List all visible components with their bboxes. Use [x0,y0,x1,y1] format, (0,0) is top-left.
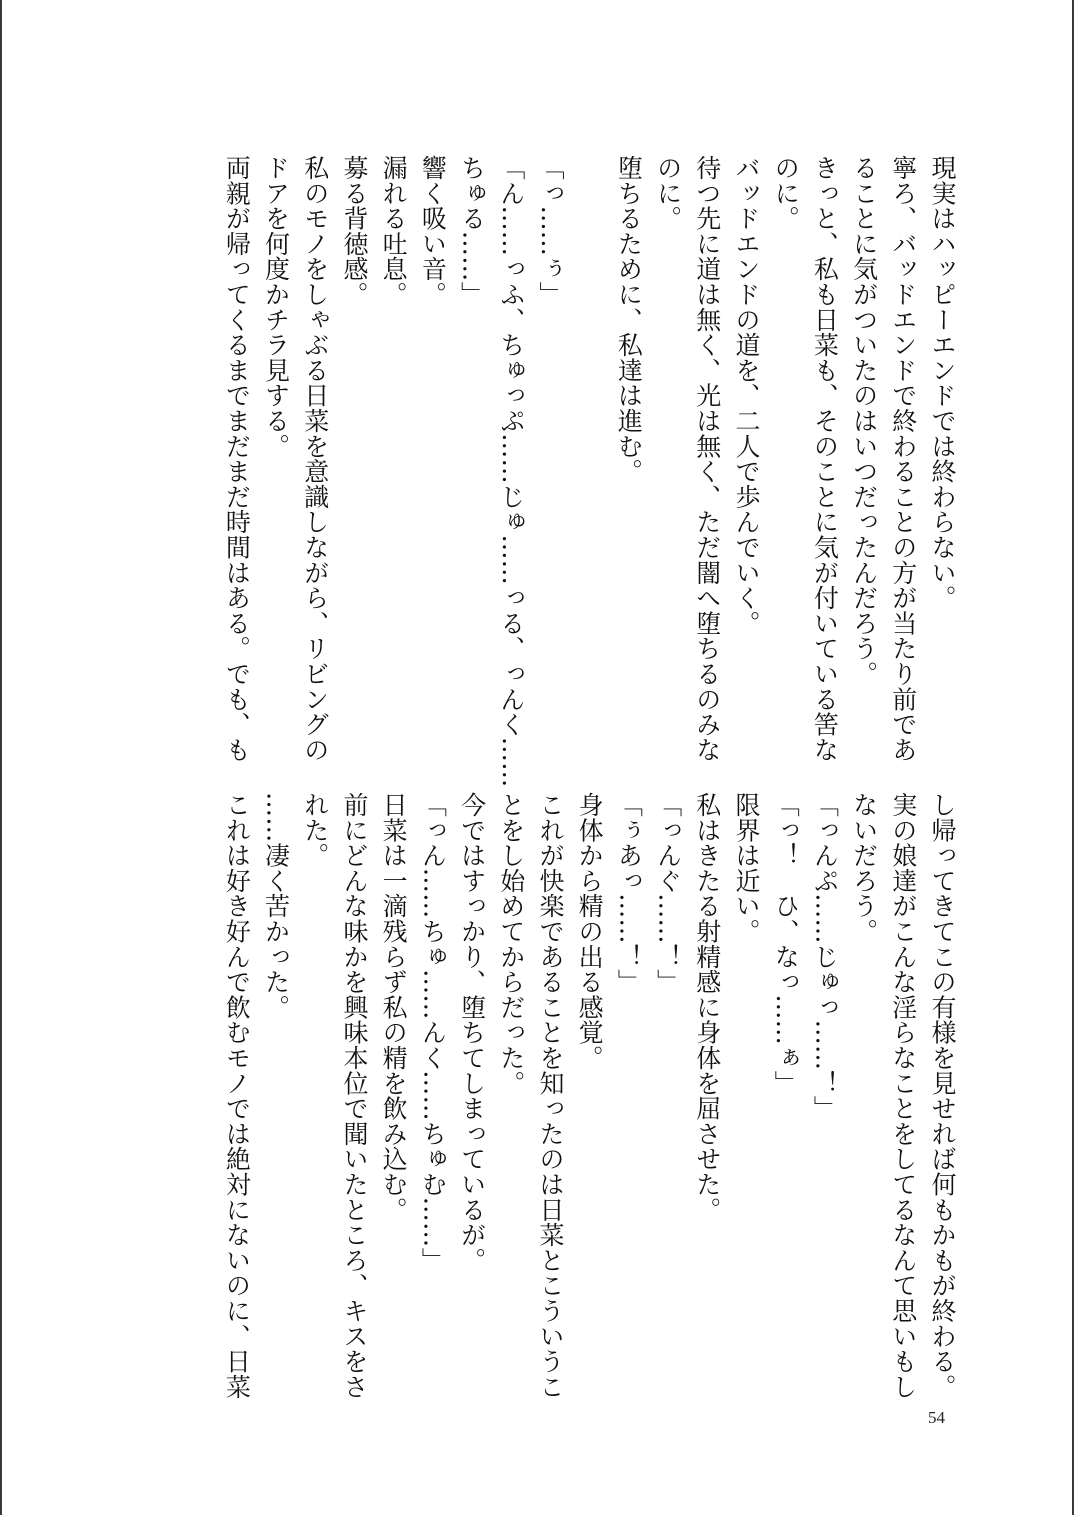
page-number: 54 [928,1408,945,1427]
page-edge-left [0,0,2,1515]
text-block-upper: 現実はハッピーエンドでは終わらない。 寧ろ、バッドエンドで終わることの方が当たり前であ ることに気がついたのはいつだったんだろう。 きっと、私も日菜も、そのことに気が付いている筈な のに。 バッドエンドの道を、二人で歩んでいく。 待つ先に道は無く、光は無く、ただ闇へ堕ちるのみな のに。 堕ちるために、私達は進む。 「っ……ぅ」 「ん……っふ、ちゅっぷ……じゅ……っる、っんく…… ちゅる……」 響く吸い音。 漏れる吐息。 募る背徳感。 私のモノをしゃぶる日菜を意識しながら、リビングの ドアを何度かチラ見する。 両親が帰ってくるまでまだまだ時間はある。でも、も [222,155,957,788]
text-block-lower: し帰ってきてこの有様を見せれば何もかもが終わる。 実の娘達がこんな淫らなことをしてるなんて思いもし ないだろう。 「っんぷ……じゅっ……！」 「っ！ ひ、なっ……ぁ」 限界は近い。 私はきたる射精感に身体を屈させた。 「っんぐ……！」 「ぅあっ……！」 身体から精の出る感覚。 これが快楽であることを知ったのは日菜とこういうこ とをし始めてからだった。 今ではすっかり、堕ちてしまっているが。 「っん……ちゅ……んく……ちゅむ……」 日菜は一滴残らず私の精を飲み込む。 前にどんな味かを興味本位で聞いたところ、キスをさ れた。 ……凄く苦かった。 これは好き好んで飲むモノでは絶対にないのに、日菜 [222,792,957,1400]
